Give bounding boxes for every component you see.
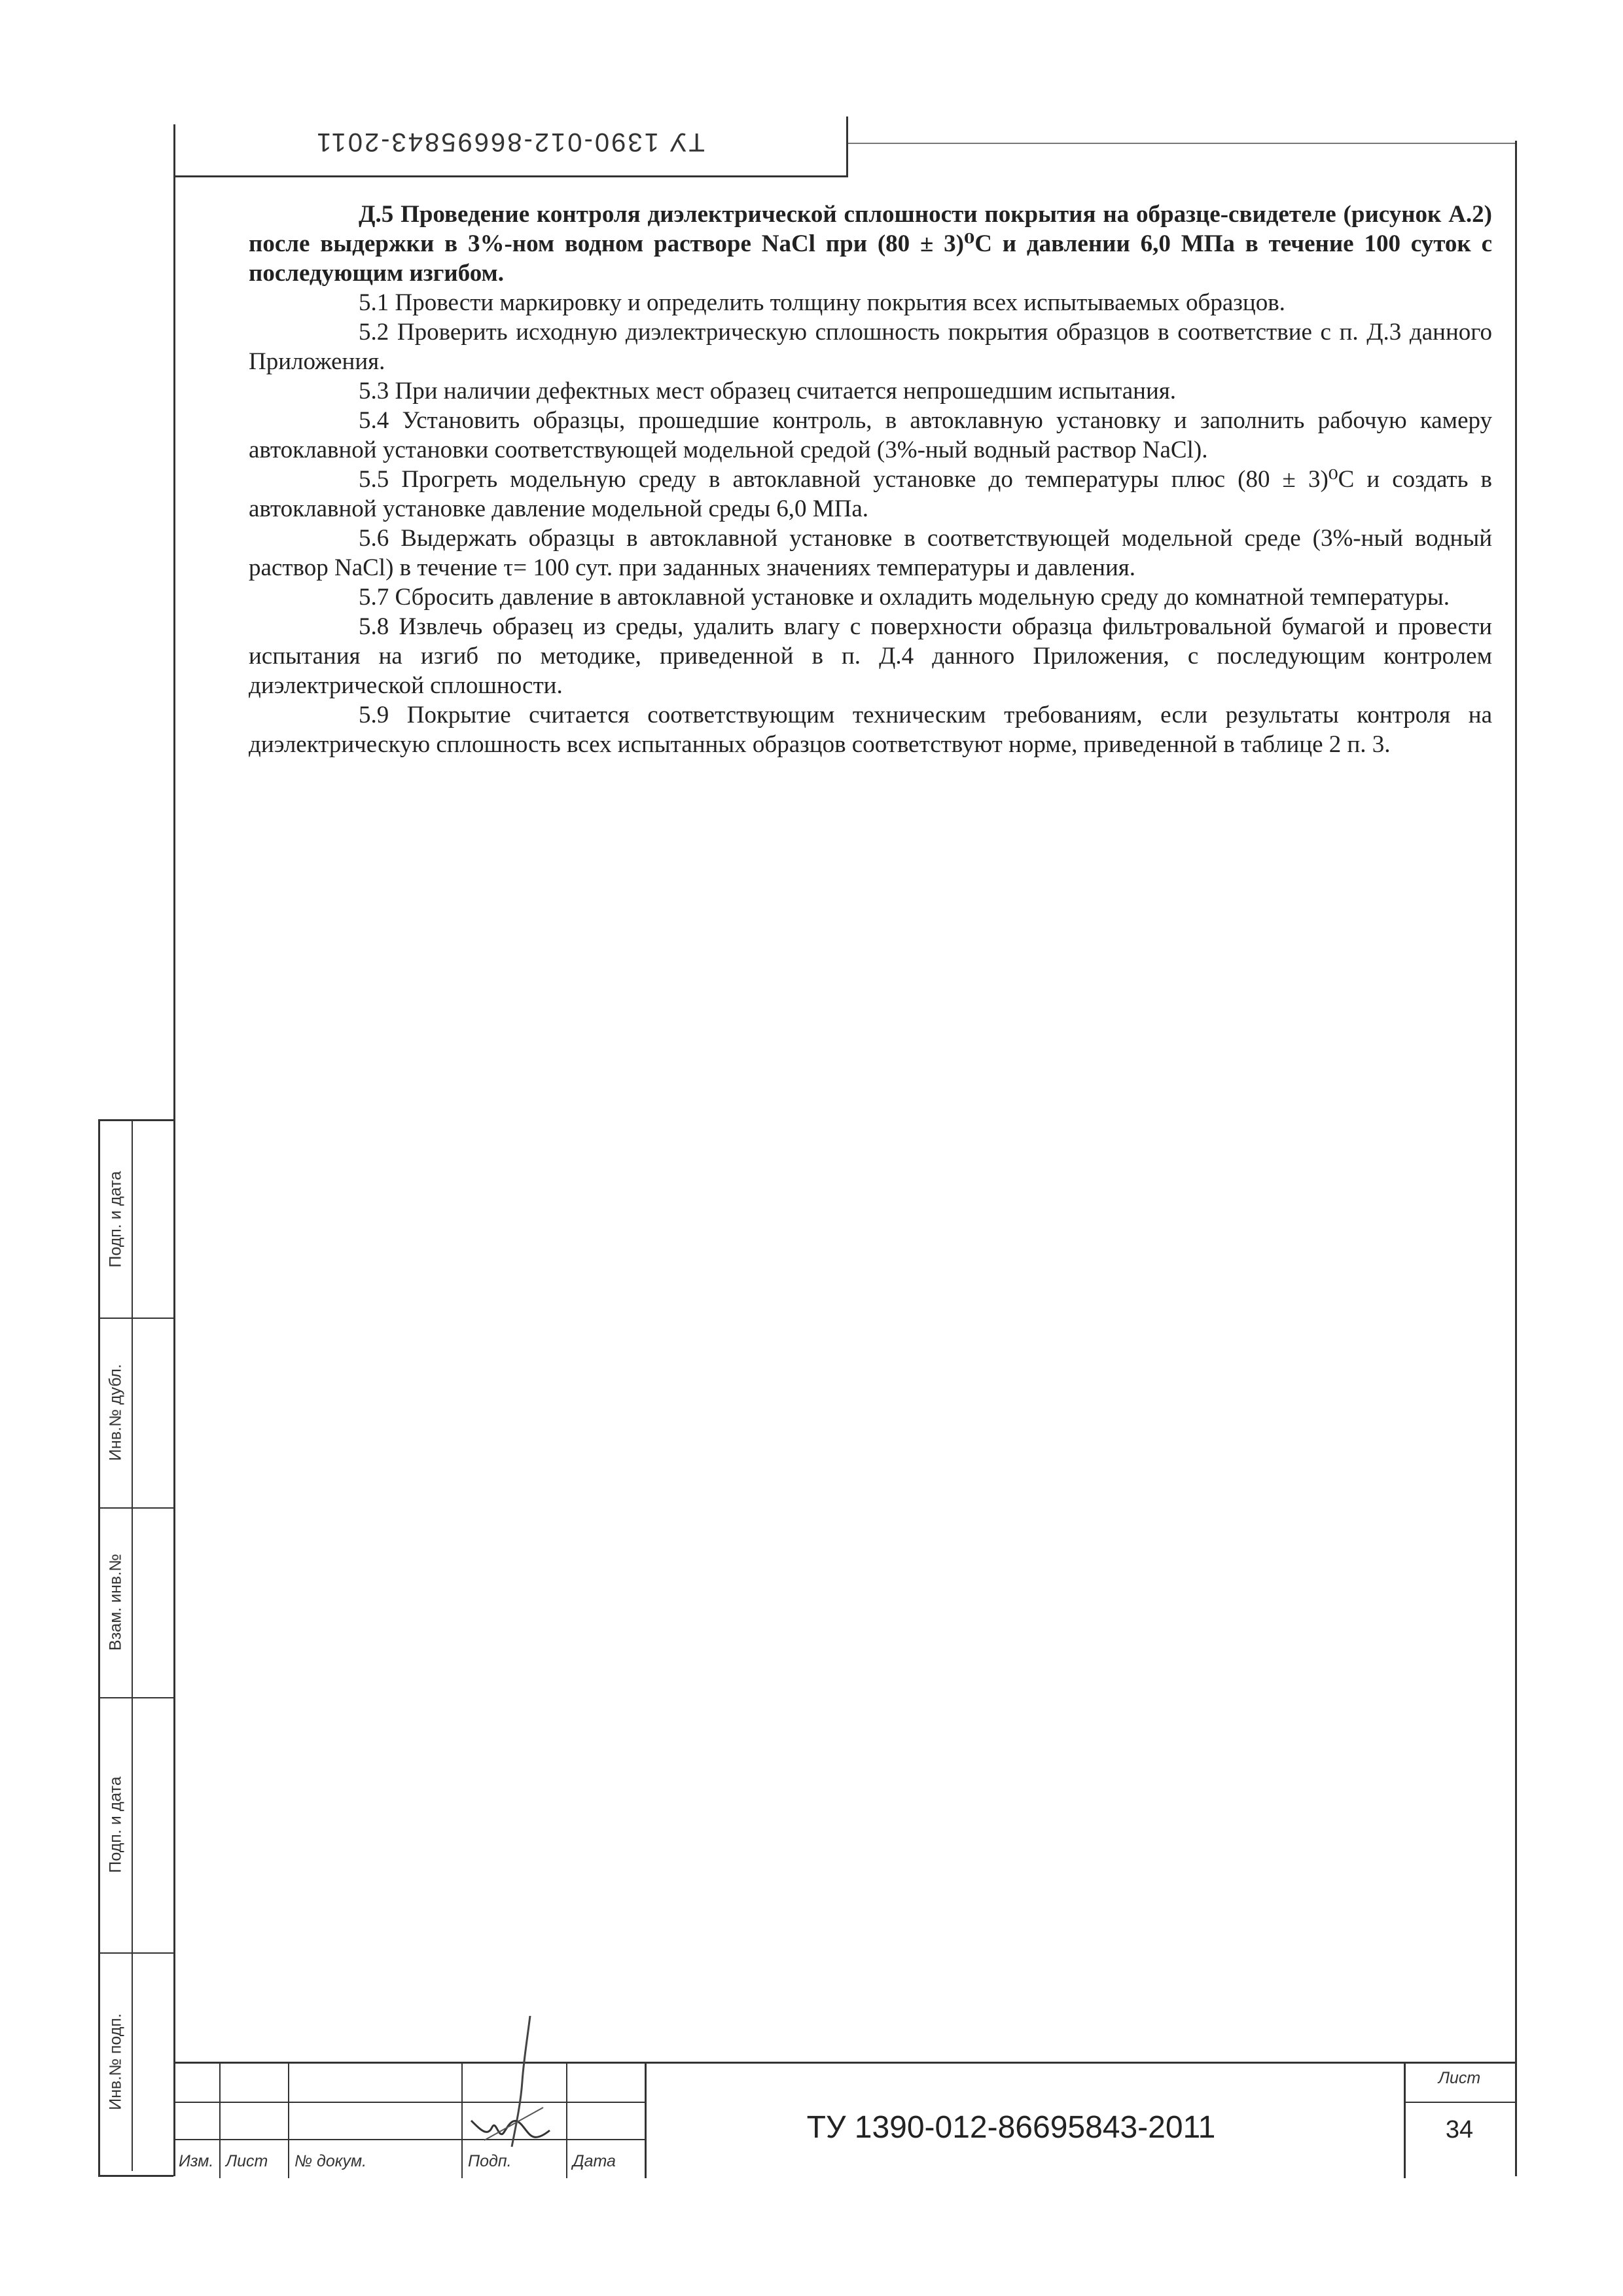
caption-list: Лист [226,2152,268,2170]
paragraph-5-7: 5.7 Сбросить давление в автоклавной установке и охладить модельную среду до комнатной температуры. [359,584,1450,611]
sheet-label: Лист [1438,2069,1481,2087]
paragraph-5-1: 5.1 Провести маркировку и определить толщину покрытия всех испытываемых образцов. [359,289,1285,316]
paragraph-5-4: 5.4 Установить образцы, прошедшие контроль, в автоклавную установку и заполнить рабочую камеру автоклавной установки соответствующей модельной средой (3%-ный водный раствор NaCl). [249,407,1492,463]
side-label-sign-date-1: Подп. и дата [106,1171,125,1268]
title-block-col-line-1 [219,2064,221,2178]
paragraph-5-8: 5.8 Извлечь образец из среды, удалить влагу с поверхности образца фильтровальной бумагой и провести испытания на изгиб по методике, приведенной в п. Д.4 данного Приложения, с последующим контролем диэлектрической сплошности. [249,613,1492,699]
side-cell-sign-date-2 [100,1697,173,1954]
side-cell-dup-inv [100,1318,173,1509]
side-label-dup-inv: Инв.№ дубл. [106,1364,125,1461]
side-cell-replace-inv [100,1507,173,1698]
document-body [249,200,1492,759]
frame-left-border [173,124,175,2176]
side-label-sign-date-2: Подп. и дата [106,1776,125,1873]
title-block-col-line-2 [288,2064,289,2178]
section-heading: Д.5 Проведение контроля диэлектрической сплошности покрытия на образце-свидетеле (рисунок А.2) после выдержки в 3%-ном водном растворе NaCl при (80 ± 3)⁰С и давлении 6,0 МПа в течение 100 суток с последующим изгибом. [249,201,1492,287]
caption-izm: Изм. [179,2152,214,2170]
caption-date: Дата [573,2152,616,2170]
title-block-col-line-4 [566,2064,567,2178]
paragraph-5-5: 5.5 Прогреть модельную среду в автоклавной установке до температуры плюс (80 ± 3)⁰С и создать в автоклавной установке давление модельной среды 6,0 МПа. [249,466,1492,522]
top-code-stamp [173,117,848,177]
paragraph-5-3: 5.3 При наличии дефектных мест образец считается непрошедшим испытания. [359,378,1177,404]
title-block [173,2062,1515,2178]
side-stamp-strip [98,1119,173,2177]
handwritten-signature [452,2016,563,2173]
frame-top-border [847,143,1515,144]
frame-right-border [1515,141,1517,2176]
sheet-number: 34 [1445,2116,1474,2144]
paragraph-5-9: 5.9 Покрытие считается соответствующим техническим требованиям, если результаты контроля на диэлектрическую сплошность всех испытанных образцов соответствуют норме, приведенной в таблице 2 п. 3. [249,702,1492,758]
title-block-sheet-line [1404,2102,1515,2103]
title-block-doc-code: ТУ 1390-012-86695843-2011 [806,2110,1216,2145]
top-code-stamp-text: ТУ 1390-012-86695843-2011 [315,128,705,156]
paragraph-5-6: 5.6 Выдержать образцы в автоклавной установке в соответствующей модельной среде (3%-ный водный раствор NaCl) в течение τ= 100 сут. при заданных значениях температуры и давления. [249,525,1492,581]
caption-doc-number: № докум. [294,2152,367,2170]
caption-signature: Подп. [468,2152,512,2170]
title-block-row-line-2 [173,2139,645,2140]
side-label-inv-orig: Инв.№ подп. [106,2013,125,2110]
side-cell-inv-orig [100,1952,173,2171]
side-cell-sign-date-1 [100,1121,173,1319]
paragraph-5-2: 5.2 Проверить исходную диэлектрическую сплошность покрытия образцов в соответствие с п. Д.3 данного Приложения. [249,319,1492,375]
side-label-replace-inv: Взам. инв.№ [106,1554,125,1651]
title-block-row-line-1 [173,2102,645,2103]
